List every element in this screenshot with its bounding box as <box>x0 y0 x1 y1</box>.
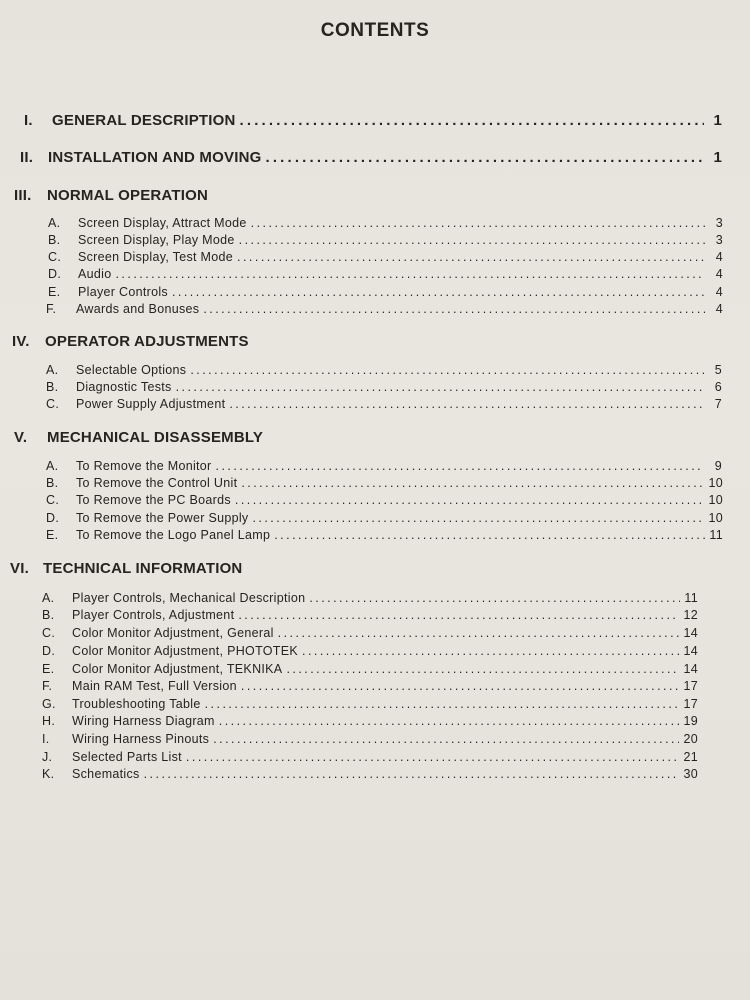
dot-leader <box>309 591 680 605</box>
toc-item: F. Awards and Bonuses . . . 4 <box>46 302 723 316</box>
toc-item: E. To Remove the Logo Panel Lamp . . . 11 <box>46 528 723 542</box>
dot-leader <box>265 149 704 166</box>
toc-item: K. Schematics . . . 30 <box>42 767 698 781</box>
dot-leader <box>190 363 704 377</box>
section-number: I. <box>24 112 33 129</box>
toc-item: C. Power Supply Adjustment . . . 7 <box>46 397 722 411</box>
dot-leader <box>278 626 680 640</box>
toc-item: A. Selectable Options . . . 5 <box>46 363 722 377</box>
dot-leader <box>302 644 679 658</box>
toc-item: B. To Remove the Control Unit . . . 10 <box>46 476 723 490</box>
dot-leader <box>216 459 704 473</box>
dot-leader <box>229 397 704 411</box>
toc-item: H. Wiring Harness Diagram . . . 19 <box>42 714 698 728</box>
section-label: NORMAL OPERATION <box>47 187 208 204</box>
toc-item: E. Player Controls . . . 4 <box>48 285 723 299</box>
page-number: 1 <box>713 149 722 166</box>
toc-item: A. Screen Display, Attract Mode . . . 3 <box>48 216 723 230</box>
section-number: VI. <box>10 560 29 577</box>
toc-item: B. Player Controls, Adjustment . . . 12 <box>42 608 698 622</box>
section-label: TECHNICAL INFORMATION <box>43 560 243 577</box>
dot-leader <box>115 267 705 281</box>
toc-section-general-description <box>24 112 722 129</box>
dot-leader <box>144 767 680 781</box>
toc-item: G. Troubleshooting Table . . . 17 <box>42 697 698 711</box>
section-number: III. <box>14 187 32 204</box>
section-number: V. <box>14 429 28 446</box>
dot-leader <box>286 662 679 676</box>
toc-section-normal-operation <box>14 187 208 204</box>
toc-item: C. To Remove the PC Boards . . . 10 <box>46 493 723 507</box>
dot-leader <box>203 302 705 316</box>
dot-leader <box>251 216 705 230</box>
dot-leader <box>186 750 680 764</box>
section-label: OPERATOR ADJUSTMENTS <box>45 333 249 350</box>
toc-item: D. Color Monitor Adjustment, PHOTOTEK . . . 14 <box>42 644 698 658</box>
dot-leader <box>238 608 679 622</box>
toc-section-technical-information <box>10 560 242 577</box>
section-label: GENERAL DESCRIPTION <box>52 112 236 129</box>
toc-item: A. Player Controls, Mechanical Description . . . 11 <box>42 591 698 605</box>
toc-item: D. To Remove the Power Supply . . . 10 <box>46 511 723 525</box>
toc-item: B. Diagnostic Tests . . . 6 <box>46 380 722 394</box>
dot-leader <box>240 112 704 129</box>
dot-leader <box>213 732 679 746</box>
toc-item: C. Screen Display, Test Mode . . . 4 <box>48 250 723 264</box>
dot-leader <box>176 380 704 394</box>
toc-item: J. Selected Parts List . . . 21 <box>42 750 698 764</box>
section-label: MECHANICAL DISASSEMBLY <box>47 429 264 446</box>
dot-leader <box>205 697 680 711</box>
toc-item: I. Wiring Harness Pinouts . . . 20 <box>42 732 698 746</box>
dot-leader <box>274 528 705 542</box>
section-number: II. <box>20 149 34 166</box>
toc-item: D. Audio . . . 4 <box>48 267 723 281</box>
dot-leader <box>237 250 705 264</box>
toc-section-mechanical-disassembly <box>14 429 263 446</box>
page-number: 1 <box>713 112 722 129</box>
toc-item: C. Color Monitor Adjustment, General . . . 14 <box>42 626 698 640</box>
toc-item: A. To Remove the Monitor . . . 9 <box>46 459 722 473</box>
toc-item: F. Main RAM Test, Full Version . . . 17 <box>42 679 698 693</box>
dot-leader <box>172 285 705 299</box>
toc-item: B. Screen Display, Play Mode . . . 3 <box>48 233 723 247</box>
dot-leader <box>241 476 704 490</box>
toc-item: E. Color Monitor Adjustment, TEKNIKA . . . 14 <box>42 662 698 676</box>
dot-leader <box>219 714 680 728</box>
page-title: CONTENTS <box>320 20 430 41</box>
dot-leader <box>239 233 705 247</box>
dot-leader <box>241 679 680 693</box>
section-label: INSTALLATION AND MOVING <box>48 149 262 166</box>
toc-section-installation <box>20 149 722 166</box>
section-number: IV. <box>12 333 30 350</box>
toc-section-operator-adjustments <box>12 333 249 350</box>
dot-leader <box>235 493 705 507</box>
dot-leader <box>252 511 704 525</box>
